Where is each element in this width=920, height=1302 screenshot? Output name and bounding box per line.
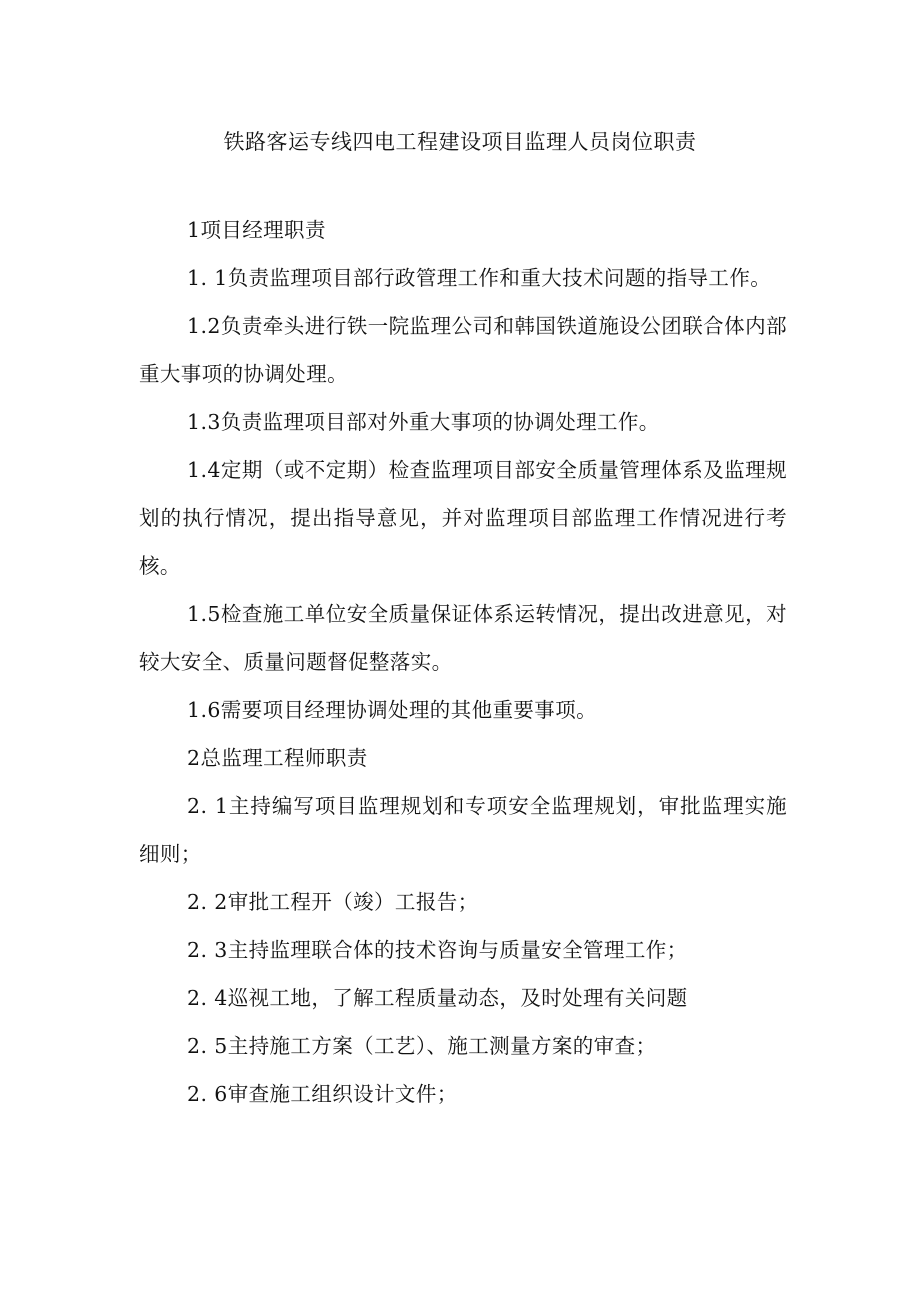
clause-2-2: 2. 2审批工程开（竣）工报告； <box>187 890 479 914</box>
section-heading-1: 1项目经理职责 <box>187 218 326 242</box>
clause-1-5: 1.5检查施工单位安全质量保证体系运转情况，提出改进意见，对较大安全、质量问题督促整落实。 <box>139 602 787 674</box>
clause-1-1: 1. 1负责监理项目部行政管理工作和重大技术问题的指导工作。 <box>187 266 772 290</box>
clause-2-6: 2. 6审查施工组织设计文件； <box>187 1082 458 1106</box>
clause-2-4: 2. 4巡视工地，了解工程质量动态，及时处理有关问题 <box>187 986 688 1010</box>
document-body <box>139 206 787 1118</box>
section-heading-2: 2总监理工程师职责 <box>187 746 368 770</box>
clause-1-4: 1.4定期（或不定期）检查监理项目部安全质量管理体系及监理规划的执行情况，提出指导意见，并对监理项目部监理工作情况进行考核。 <box>139 458 787 578</box>
clause-1-2: 1.2负责牵头进行铁一院监理公司和韩国铁道施设公团联合体内部重大事项的协调处理。 <box>139 314 787 386</box>
document-title: 铁路客运专线四电工程建设项目监理人员岗位职责 <box>223 130 697 154</box>
clause-1-6: 1.6需要项目经理协调处理的其他重要事项。 <box>187 698 598 722</box>
clause-2-5: 2. 5主持施工方案（工艺）、施工测量方案的审查； <box>187 1034 657 1058</box>
clause-2-3: 2. 3主持监理联合体的技术咨询与质量安全管理工作； <box>187 938 688 962</box>
clause-1-3: 1.3负责监理项目部对外重大事项的协调处理工作。 <box>187 410 660 434</box>
clause-2-1: 2. 1主持编写项目监理规划和专项安全监理规划，审批监理实施细则； <box>139 794 787 866</box>
